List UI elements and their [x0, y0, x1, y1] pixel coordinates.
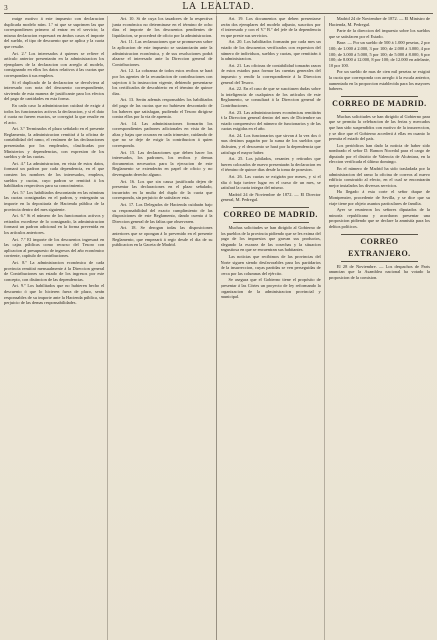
article-paragraph: Si el duplicado de la declaracion se devolviera al interesado con nota del descuento correspondiente, sirviendo de esta manera de justificante para los efectos del pago de cantidades en esta forma. — [4, 79, 105, 102]
article-paragraph: Art. 16. Los que sin causa justificada dejen de presentar las declaraciones en el plazo señalado, incurrirán en la multa del duplo de la cuota que corresponda, sin perjuicio de satisfacer esta. — [112, 178, 213, 201]
article-paragraph: Se asegura que el Gobierno tiene el propósito de presentar á las Córtes un proyecto de ley reformando la organizacion de la administracion provincial y municipal. — [220, 277, 321, 300]
article-paragraph: Art. 8.º La administracion económica de cada provincia remitirá mensualmente á la Direccion general de Contribuciones un estado de los ingresos por este concepto, con distincion de las dependencias. — [4, 259, 105, 282]
article-paragraph: Los periódicos han dado la noticia de haber sido nombrado el señor D. Ramon Nocedal para el cargo de diputado por el distrito de Valencia de Alcántara, en la eleccion verificada el último domingo. — [328, 142, 430, 165]
article-paragraph: Art. 14. Las administraciones formarán los correspondientes padrones adicionales en vista de las altas y bajas que ocurran en cada trimestre, cuidando de que no se deje de exigir la contribucion á quien corresponda. — [112, 120, 213, 149]
article-paragraph: rraige motivo á este impuesto con declaracion duplicada modelo núm. 1.º ni que se suprimen las que correspondiesen primero al entrar en el servicio; la misma declaracion expresará en ámbos casos el importe del sueldo, el tipo de descuento que se aplica y la cuota que resulte. — [4, 16, 105, 49]
article-paragraph: Art. 13. Serán además responsables los habilitados del pago de las cuotas que no hubiesen descontado de los haberes que satisfagan, pudiendo el Tesoro dirigirse contra ellos por la via de apremio. — [112, 97, 213, 120]
article-paragraph: Art. 9.º Los habilitados que no hubieren hecho el descuento ó que lo hicieren fuera de plazo, serán responsables de su importe ante la Hacienda pública, sin perjuicio de las demas responsabilidades. — [4, 283, 105, 306]
article-paragraph: Art. 15. Las declaraciones que deben hacer los interesados, los padrones, los recibos y demas documentos necesarios para la ejecucion de este Reglamento se extenderán en papel de oficio y no devengarán derecho alguno. — [112, 149, 213, 178]
article-paragraph: Muchas solicitudes se han dirigido al Gobierno de los pueblos de la provincia pidiendo que se les exima del pago de los impuestos que gravan sus productos, alegando la escasez de las cosechas y la situacion angustiosa en que se encuentran sus habitantes. — [220, 225, 321, 253]
article-paragraph: Art. 3.º Terminados el plazo señalado en el presente Reglamento, la administracion remitirá á la oficina de contabilidad del ramo, el resúmen de las declaraciones presentadas por los empleados, clasificadas por Ministerios y dependencias, con expresion de los sueldos y de las cuotas. — [4, 126, 105, 160]
article-paragraph: El 28 de Noviembre. — Los despachos de Paris anuncian que la Asamblea nacional ha votado la proposicion de la comision. — [328, 263, 430, 280]
section-heading: CORREO DE MADRID. — [221, 207, 321, 223]
article-paragraph: Art. 4.º La administracion, en vista de estos datos, formará un padron por cada dependencia, en el que consten los nombres de los interesados, empleos, sueldos y cuotas, cuyo padron se remitirá á los habilitados respectivos para su conocimiento. — [4, 160, 105, 189]
article-paragraph: Art. 11. Las reclamaciones que se promuevan sobre la aplicacion de este impuesto se sustanciarán ante la administracion económica, y de sus resoluciones podrá alzarse el interesado ante la Direccion general de Contribuciones. — [112, 39, 213, 67]
column-2 — [112, 16, 216, 640]
page-number: 3 — [4, 4, 8, 12]
article-paragraph: Parte de la direccion del impuesto sobre los sueldos que se satisfacen por el Estado. — [328, 28, 430, 39]
article-paragraph: Art. 24. Los funcionarios que sirvan á la vez dos ó mas destinos pagarán por la suma de los sueldos que disfruten, y el descuento se hará por la dependencia que satisfaga el mayor haber. — [220, 132, 321, 155]
section-heading: CORREO EXTRANJERO. — [329, 234, 430, 262]
section-heading: CORREO DE MADRID. — [329, 96, 430, 112]
article-paragraph: Art. 2.º Los interesados á quienes se refiere el artículo anterior presentarán en la administracion los ejemplares de la declaracion con arreglo al modelo, consignando en ellos los datos relativos á las cuotas que correspondan á sus empleos. — [4, 50, 105, 78]
article-paragraph: Art. 10. Si de cuya los tasadores de la respectiva junta económica no determinase en el término de ocho dias el importe de los descuentos pendientes de liquidacion, se procederá de oficio por la administracion. — [112, 16, 213, 38]
header-rule — [4, 13, 433, 14]
article-paragraph: Madrid 24 de Noviembre de 1872. — El Director general, M. Pedregal. — [220, 191, 321, 203]
column-4 — [329, 16, 433, 640]
article-paragraph: Art. 7.º El importe de los descuentos ingresará en las cajas públicas como recurso del Tesoro con aplicacion al presupuesto de ingresos del año económico corriente, capítulo de contribuciones. — [4, 236, 105, 259]
article-paragraph: Art. 19. Los documentos que deben presentarse serán dos ejemplares del modelo adjunto, suscritos por el interesado y con el V.º B.º del jefe de la dependencia en que preste sus servicios. — [220, 16, 321, 38]
article-paragraph: Art. 18. Se derogan todas las disposiciones anteriores que se opongan á lo prevenido en el presente Reglamento, que empezará á regir desde el dia de su publicacion en la Gaceta de Madrid. — [112, 225, 213, 248]
article-paragraph: Art. 26. Las cuotas se exigirán por meses, y si el alta ó baja tuviere lugar en el curso de un mes, se satisfará la cuota integra del mismo. — [220, 174, 321, 191]
article-paragraph: Las noticias que recibimos de las provincias del Norte siguen siendo desfavorables para los partidarios de la insurreccion, cuyas partidas se ven perseguidas de cerca por las columnas del ejército. — [220, 253, 321, 276]
article-paragraph: Base. — Por un sueldo de 500 á 1.000 pesetas, 2 por 100; de 1.000 á 2.000, 3 por 100; de 2.000 á 3.000, 4 por 100; de 3.000 á 5.000, 5 por 100; de 5.000 á 8.000, 6 por 100; de 8.000 á 12.000, 8 por 100; de 12.000 en adelante, 10 por 100. — [328, 40, 430, 68]
article-paragraph: Muchas solicitudes se han dirigido al Gobierno para que se permita la celebracion de las ferias y mercados que han sido suspendidos con motivo de la insurreccion, y se dice que el Gobierno accederá á ellas en cuanto lo permita el estado del país. — [328, 113, 430, 142]
article-paragraph: En el número de Madrid ha sido trasladada por la administracion del ramo la oficina de correos al nuevo edificio construido al efecto, en el cual se encontrarán mejor instalados los diversos servicios. — [328, 166, 430, 188]
article-paragraph: Art. 23. Las administraciones económicas remitirán á la Direccion general dentro del mes de Diciembre un estado comprensivo del número de funcionarios y de las cuotas exigidas en el año. — [220, 109, 321, 132]
article-paragraph: Art. 22. En el caso de que se suscitasen dudas sobre la inteligencia de cualquiera de los artículos de este Reglamento, se consultará á la Direccion general de Contribuciones. — [220, 86, 321, 108]
column-3 — [221, 16, 325, 640]
article-paragraph: Art. 20. Los habilitados formarán por cada mes un estado de los descuentos verificados con expresion del número de individuos, sueldos y cuotas, que remitirán á la administracion. — [220, 39, 321, 62]
article-paragraph: En cada caso la administracion cuidará de exigir á todos los funcionarios activos la declaracion, y si el dato ó cuota no fueren exactos, se corregirá la que resulte en el acto. — [4, 102, 105, 125]
article-paragraph: Por un sueldo de mas de cien mil pesetas se exigirá la cuota que corresponda con arreglo á la escala anterior, aumentada en la proporcion establecida para los mayores haberes. — [328, 69, 430, 92]
article-paragraph: Art. 12. La cobranza de todos estos recibos se hará por los agentes de la recaudacion de contribuciones con sujecion á la instruccion vigente, debiendo presentarse los certificados de descubierto en el término de quince dias. — [112, 68, 213, 96]
article-paragraph: Art. 5.º Los habilitados descontarán en las nóminas las cuotas consignadas en el padron, y entregarán su importe en la depositaría de Hacienda pública de la provincia dentro del mes siguiente. — [4, 189, 105, 212]
article-paragraph: Ha llegado á esta corte el señor duque de Montpensier, procedente de Sevilla, y se dice que su viaje tiene por objeto asuntos particulares de familia. — [328, 189, 430, 206]
article-paragraph: Art. 17. Los Delegados de Hacienda cuidarán bajo su responsabilidad del exacto cumplimiento de las disposiciones de este Reglamento, dando cuenta á la Direccion general de las faltas que observaren. — [112, 202, 213, 224]
masthead: LA LEALTAD. — [182, 2, 255, 12]
article-paragraph: Art. 25. Los jubilados, cesantes y retirados que fueren colocados de nuevo presentarán la declaracion en el término de quince dias desde la toma de posesion. — [220, 156, 321, 173]
columns — [4, 16, 433, 640]
column-1 — [4, 16, 108, 640]
article-paragraph: Ayer se reunieron los señores diputados de la minoría republicana y acordaron presentar una proposicion pidiendo que se declare la amnistía para los delitos políticos. — [328, 207, 430, 229]
article-paragraph: Madrid 24 de Noviembre de 1872. — El Ministro de Hacienda, M. Pedregal. — [328, 16, 430, 27]
article-paragraph: Art. 21. Las oficinas de contabilidad tomarán razon de estos estados para formar las cuentas generales del impuesto y rendir la correspondiente á la Direccion general del Tesoro. — [220, 62, 321, 85]
article-paragraph: Art. 6.º Si el número de los funcionarios activos y retirados excediese de lo consignado, la administracion formará un padron adicional en la forma prevenida en los artículos anteriores. — [4, 213, 105, 235]
